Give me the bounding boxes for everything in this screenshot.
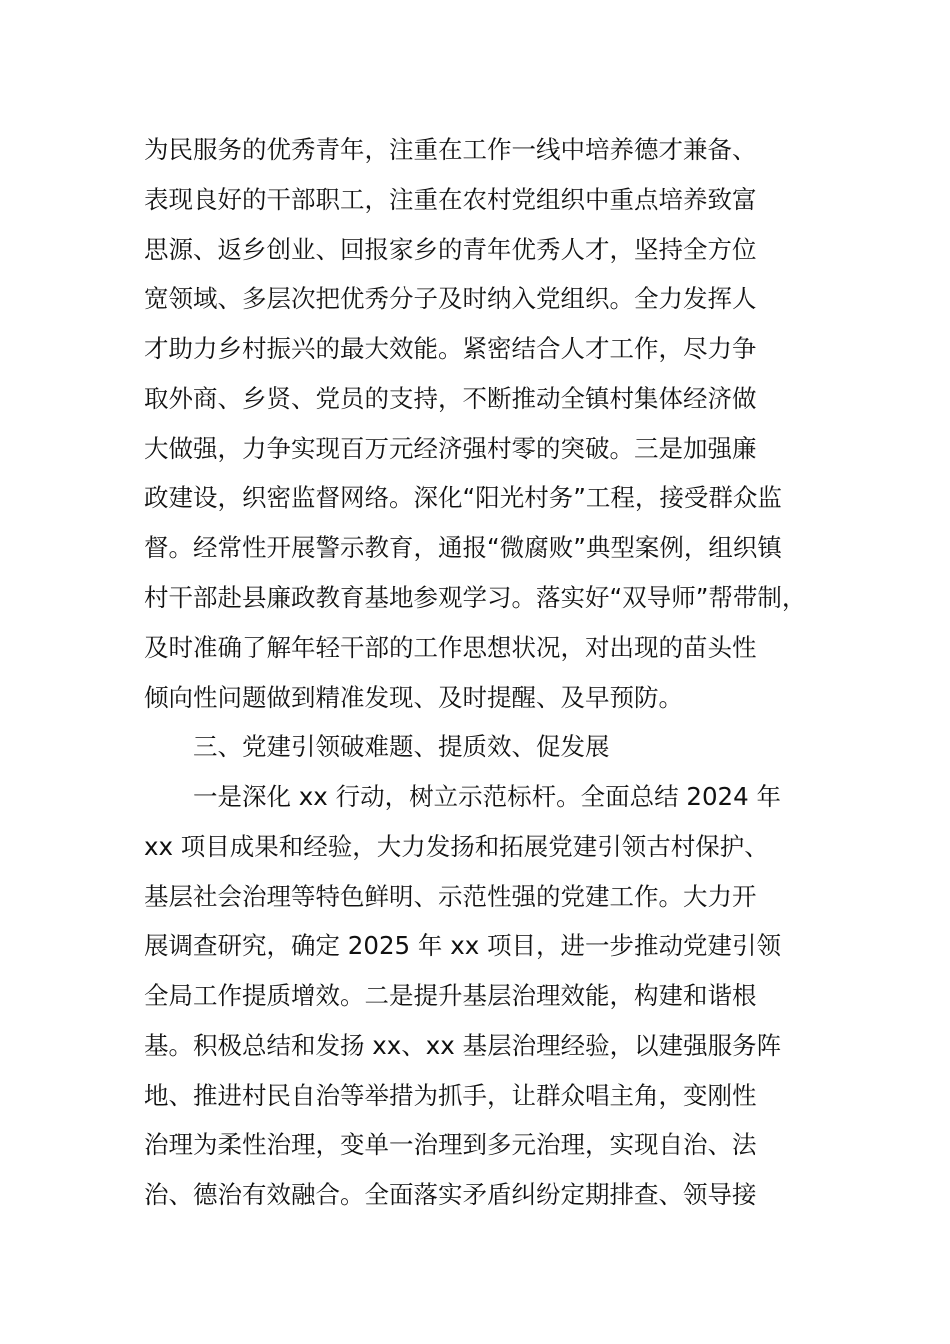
text-line: 基层社会治理等特色鲜明、示范性强的党建工作。大力开 bbox=[144, 882, 757, 911]
text-line: 全局工作提质增效。二是提升基层治理效能，构建和谐根 bbox=[144, 981, 757, 1010]
section-heading: 三、党建引领破难题、提质效、促发展 bbox=[193, 732, 610, 761]
text-line: 督。经常性开展警示教育，通报“微腐败”典型案例，组织镇 bbox=[144, 533, 782, 562]
text-line: 才助力乡村振兴的最大效能。紧密结合人才工作，尽力争 bbox=[144, 334, 757, 363]
text-line: 表现良好的干部职工，注重在农村党组织中重点培养致富 bbox=[144, 185, 757, 214]
text-line: 为民服务的优秀青年，注重在工作一线中培养德才兼备、 bbox=[144, 135, 757, 164]
text-line: 治、德治有效融合。全面落实矛盾纠纷定期排查、领导接 bbox=[144, 1180, 757, 1209]
text-line: 政建设，织密监督网络。深化“阳光村务”工程，接受群众监 bbox=[144, 483, 782, 512]
text-line: 取外商、乡贤、党员的支持，不断推动全镇村集体经济做 bbox=[144, 384, 757, 413]
text-line: 及时准确了解年轻干部的工作思想状况，对出现的苗头性 bbox=[144, 633, 757, 662]
text-line: 大做强，力争实现百万元经济强村零的突破。三是加强廉 bbox=[144, 434, 757, 463]
paragraph-first-line: 一是深化 xx 行动，树立示范标杆。全面总结 2024 年 bbox=[193, 782, 781, 811]
text-line: 思源、返乡创业、回报家乡的青年优秀人才，坚持全方位 bbox=[144, 235, 757, 264]
text-line: 倾向性问题做到精准发现、及时提醒、及早预防。 bbox=[144, 683, 683, 712]
text-line: 村干部赴县廉政教育基地参观学习。落实好“双导师”帮带制， bbox=[144, 583, 807, 612]
text-line: 宽领域、多层次把优秀分子及时纳入党组织。全力发挥人 bbox=[144, 284, 757, 313]
text-line: 治理为柔性治理，变单一治理到多元治理，实现自治、法 bbox=[144, 1130, 757, 1159]
text-line: 展调查研究，确定 2025 年 xx 项目，进一步推动党建引领 bbox=[144, 931, 781, 960]
text-line: xx 项目成果和经验，大力发扬和拓展党建引领古村保护、 bbox=[144, 832, 769, 861]
text-line: 地、推进村民自治等举措为抓手，让群众唱主角，变刚性 bbox=[144, 1081, 757, 1110]
text-line: 基。积极总结和发扬 xx、xx 基层治理经验，以建强服务阵 bbox=[144, 1031, 782, 1060]
